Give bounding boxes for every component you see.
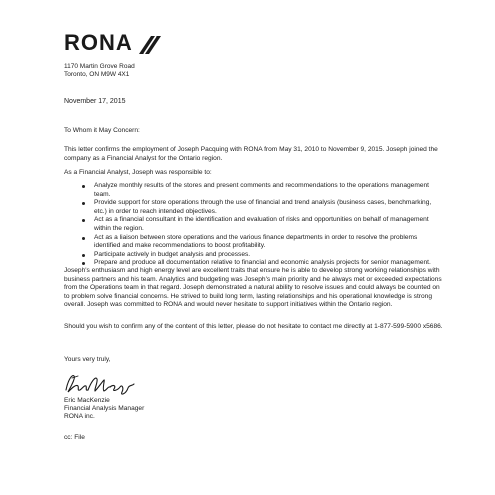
list-item-text: Provide support for store operations through the use of financial and trend analysis (business cases, benchmarking, etc.) in order to reach intended objectives. (94, 199, 432, 215)
list-item-text: Analyze monthly results of the stores and present comments and recommendations to the operations management team. (94, 182, 429, 198)
signer-title: Financial Analysis Manager (64, 405, 145, 412)
rona-logo (64, 30, 168, 55)
paragraph-employment-confirmation: This letter confirms the employment of Joseph Pacquing with RONA from May 31, 2010 to November 9, 2015. Joseph joined the company as a Financial Analyst for the Ontario region. (64, 146, 438, 162)
responsibilities-list (82, 182, 442, 268)
bullet-icon (82, 262, 85, 265)
salutation: To Whom it May Concern: (64, 127, 140, 134)
paragraph-contact: Should you wish to confirm any of the content of this letter, please do not hesitate to contact me directly at 1-877-599-5900 x5686. (64, 323, 443, 330)
signer-name: Eric MacKenzie (64, 397, 110, 404)
list-item-text: Act as a liaison between store operations and the various finance departments in order to resolve the problems identified and make recommendations to boost profitability. (94, 233, 418, 250)
signer-block (64, 397, 144, 421)
cc-line: cc: File (64, 434, 85, 441)
logo-text: RONA (64, 30, 133, 55)
list-item (82, 251, 442, 260)
paragraph-responsibilities-intro: As a Financial Analyst, Joseph was responsible to: (64, 169, 212, 176)
address-line-1: 1170 Martin Grove Road (64, 63, 135, 70)
company-address (64, 63, 135, 79)
bullet-icon (82, 202, 85, 205)
list-item (82, 216, 442, 233)
paragraph-character-reference: Joseph's enthusiasm and high energy level are excellent traits that ensure he is able to develop strong working relationships with business partners and his team. Analytics and budgeting was Joseph's main priority and he always met or exceeded expectations from the Operations team in that regard. Joseph demonstrated a natural ability to resolve issues and could always be counted on to problem solve financial concerns. He strived to build long term, lasting relationships and his operational knowledge is strong overall. Joseph was committed to RONA and would never hesitate to support initiatives within the Ontario region. (64, 267, 442, 309)
list-item-text: Prepare and produce all documentation relative to financial and economic analysis projects for senior management. (94, 259, 431, 267)
list-item (82, 182, 442, 199)
logo-swoosh-icon (137, 35, 163, 55)
list-item (82, 234, 442, 251)
signer-company: RONA inc. (64, 413, 95, 420)
letter-date: November 17, 2015 (64, 98, 126, 105)
closing: Yours very truly, (64, 356, 111, 363)
bullet-icon (82, 185, 85, 188)
list-item-text: Participate actively in budget analysis and processes. (94, 250, 251, 258)
list-item-text: Act as a financial consultant in the identification and evaluation of risks and opportunities on behalf of management within the region. (94, 216, 429, 232)
address-line-2: Toronto, ON M9W 4X1 (64, 71, 130, 78)
bullet-icon (82, 254, 85, 257)
bullet-icon (82, 219, 85, 222)
handwritten-signature (62, 366, 142, 398)
list-item (82, 199, 442, 216)
bullet-icon (82, 237, 85, 240)
